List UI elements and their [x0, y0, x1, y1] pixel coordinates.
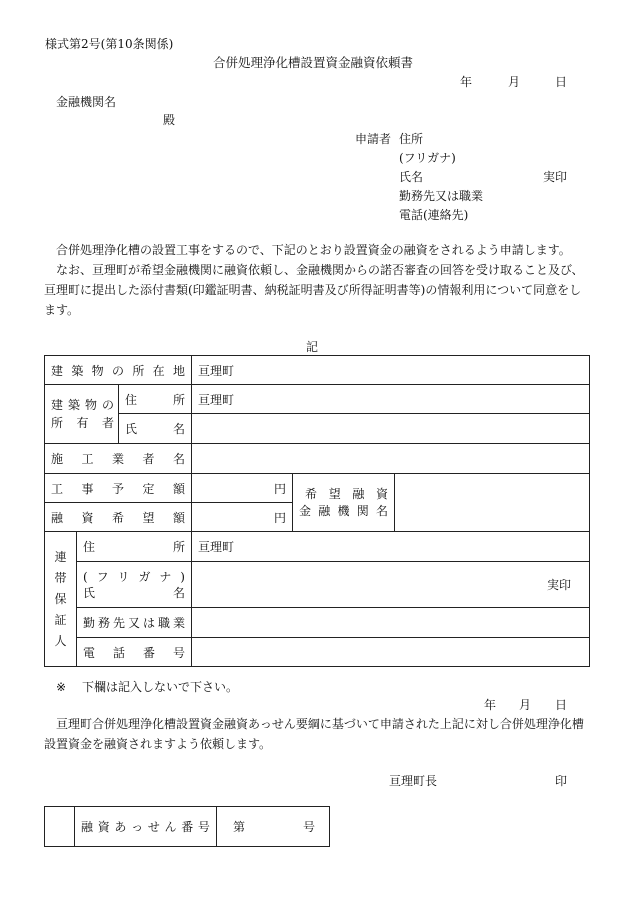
loan-number-table [44, 806, 330, 847]
loan-amount-value[interactable] [192, 503, 293, 532]
guarantor-workplace-value[interactable] [192, 608, 590, 638]
owner-name-label: 氏 名 [119, 414, 192, 444]
construction-cost-value[interactable] [192, 474, 293, 503]
guarantor-address-label: 住 所 [77, 532, 192, 562]
guarantor-workplace-label: 勤 務 先 又 は 職 業 [77, 608, 192, 638]
guarantor-name-label [77, 562, 192, 608]
owner-address-value[interactable]: 亘理町 [192, 385, 590, 414]
building-location-label [45, 356, 192, 385]
desired-bank-line1: 希 望 融 資 [305, 486, 389, 501]
yen-unit-2: 円 [274, 510, 287, 525]
applicant-seal: 実印 [543, 170, 568, 184]
applicant-name-label: 氏名 [399, 170, 424, 184]
contractor-value[interactable] [192, 444, 590, 474]
form-number: 様式第2号(第10条関係) [45, 37, 174, 51]
mayor-label: 亘理町長 [389, 774, 438, 788]
owner-name-value[interactable] [192, 414, 590, 444]
applicant-workplace-label: 勤務先又は職業 [399, 189, 484, 203]
institution-label: 金融機関名 [56, 95, 117, 109]
body-line-3: 亘理町に提出した添付書類(印鑑証明書、納税証明書及び所得証明書等)の情報利用について同意をし [44, 283, 582, 297]
guarantor-phone-value[interactable] [192, 638, 590, 667]
desired-bank-label [293, 474, 395, 532]
body-line-2: なお、亘理町が希望金融機関に融資依頼し、金融機関からの諾否審査の回答を受け取ること及び、 [56, 263, 584, 277]
applicant-phone-label: 電話(連絡先) [399, 208, 469, 222]
construction-cost-label: 工 事 予 定 額 [45, 474, 192, 503]
document-title: 合併処理浄化槽設置資金融資依頼書 [213, 55, 414, 70]
date-day: 日 [555, 75, 568, 89]
lower-line-1: 亘理町合併処理浄化槽設置資金融資あっせん要綱に基づいて申請された上記に対し合併処理浄化槽 [56, 717, 584, 731]
owner-label-line2: 所 有 者 [51, 416, 114, 430]
building-location-text: 建 築 物 の 所 在 地 [51, 363, 185, 378]
loan-number-blank [45, 807, 75, 847]
ki-heading: 記 [306, 340, 319, 354]
note-text: 下欄は記入しないで下さい。 [82, 680, 239, 694]
building-location-value[interactable]: 亘理町 [192, 356, 590, 385]
applicant-label: 申請者 [355, 132, 392, 146]
loan-number-value[interactable] [217, 807, 330, 847]
loan-number-dai: 第 [233, 820, 246, 834]
owner-label-line1: 建 築 物 の [51, 398, 114, 412]
guarantor-furigana-label: ( フ リ ガ ナ ) [83, 569, 185, 584]
guarantor-label: 連 帯 保 証 人 [45, 532, 77, 667]
lower-date-month: 月 [519, 698, 532, 712]
loan-number-label: 融 資 あ っ せ ん 番 号 [75, 807, 217, 847]
desired-bank-line2: 金 融 機 関 名 [299, 503, 388, 518]
guarantor-seal: 実印 [547, 578, 572, 592]
body-line-4: ます。 [44, 303, 80, 317]
honorific: 殿 [163, 113, 176, 127]
date-year: 年 [460, 75, 473, 89]
applicant-address-label: 住所 [399, 132, 424, 146]
owner-address-label: 住 所 [119, 385, 192, 414]
applicant-furigana-label: (フリガナ) [399, 151, 456, 165]
owner-label [45, 385, 119, 444]
loan-number-go: 号 [302, 820, 315, 834]
guarantor-phone-label: 電 話 番 号 [77, 638, 192, 667]
application-table [44, 355, 590, 667]
guarantor-name-text: 氏 名 [83, 585, 186, 600]
note-mark: ※ [56, 680, 67, 694]
desired-bank-value[interactable] [395, 474, 590, 532]
guarantor-name-value[interactable] [192, 562, 590, 608]
yen-unit-1: 円 [274, 481, 287, 496]
lower-line-2: 設置資金を融資されますよう依頼します。 [44, 737, 272, 751]
lower-date-day: 日 [555, 698, 568, 712]
lower-date-year: 年 [484, 698, 497, 712]
mayor-seal: 印 [555, 774, 568, 788]
guarantor-address-value[interactable]: 亘理町 [192, 532, 590, 562]
loan-amount-label: 融 資 希 望 額 [45, 503, 192, 532]
date-month: 月 [508, 75, 521, 89]
contractor-label: 施 工 業 者 名 [45, 444, 192, 474]
body-line-1: 合併処理浄化槽の設置工事をするので、下記のとおり設置資金の融資をされるよう申請します。 [56, 243, 571, 257]
